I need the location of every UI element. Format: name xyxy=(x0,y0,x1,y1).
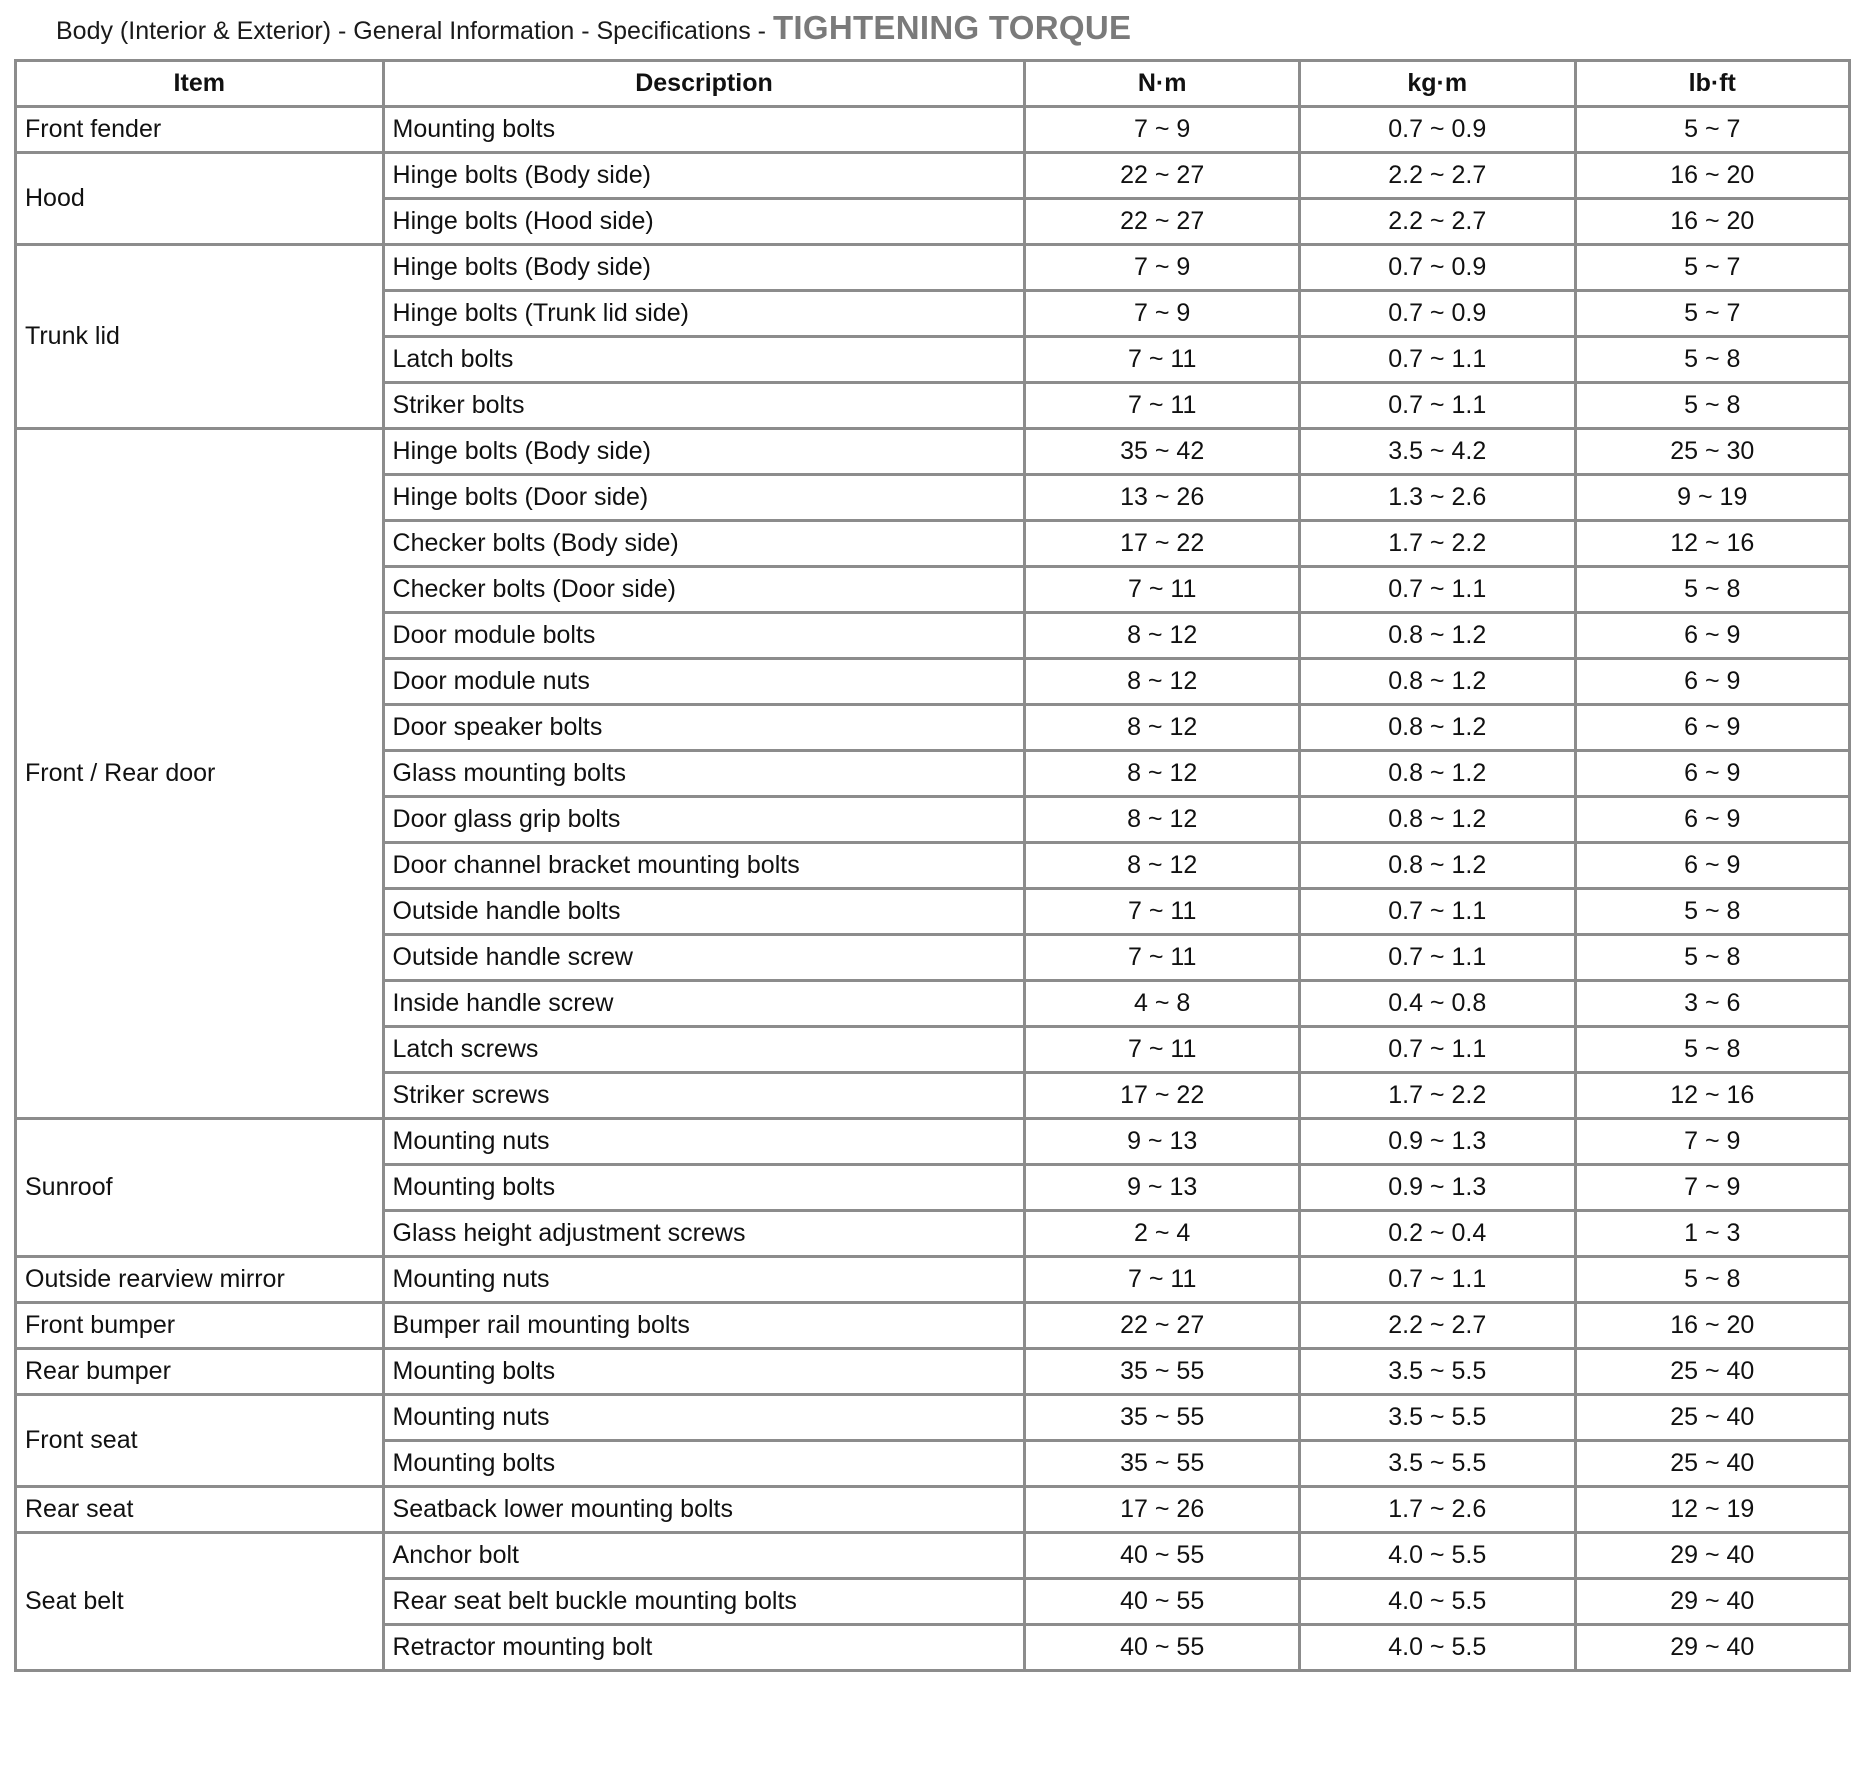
table-row xyxy=(16,153,1850,199)
torque-nm-cell: 17 ~ 22 xyxy=(1025,1073,1299,1119)
torque-kgm-cell: 0.7 ~ 0.9 xyxy=(1299,245,1575,291)
description-cell: Door module bolts xyxy=(383,613,1025,659)
description-cell: Mounting bolts xyxy=(383,1165,1025,1211)
torque-kgm-cell: 0.7 ~ 1.1 xyxy=(1299,567,1575,613)
description-cell: Outside handle screw xyxy=(383,935,1025,981)
item-cell: Rear seat xyxy=(16,1487,384,1533)
torque-lbft-cell: 12 ~ 16 xyxy=(1575,521,1849,567)
torque-kgm-cell: 3.5 ~ 5.5 xyxy=(1299,1441,1575,1487)
torque-nm-cell: 40 ~ 55 xyxy=(1025,1533,1299,1579)
column-header-nm: N·m xyxy=(1025,61,1299,107)
torque-nm-cell: 7 ~ 11 xyxy=(1025,567,1299,613)
torque-nm-cell: 22 ~ 27 xyxy=(1025,1303,1299,1349)
description-cell: Seatback lower mounting bolts xyxy=(383,1487,1025,1533)
torque-kgm-cell: 0.8 ~ 1.2 xyxy=(1299,843,1575,889)
description-cell: Glass mounting bolts xyxy=(383,751,1025,797)
torque-lbft-cell: 29 ~ 40 xyxy=(1575,1579,1849,1625)
table-row xyxy=(16,1487,1850,1533)
torque-nm-cell: 40 ~ 55 xyxy=(1025,1579,1299,1625)
torque-nm-cell: 35 ~ 42 xyxy=(1025,429,1299,475)
description-cell: Checker bolts (Body side) xyxy=(383,521,1025,567)
torque-nm-cell: 40 ~ 55 xyxy=(1025,1625,1299,1671)
description-cell: Door speaker bolts xyxy=(383,705,1025,751)
torque-nm-cell: 7 ~ 11 xyxy=(1025,935,1299,981)
table-row xyxy=(16,1533,1850,1579)
torque-kgm-cell: 0.8 ~ 1.2 xyxy=(1299,797,1575,843)
description-cell: Door channel bracket mounting bolts xyxy=(383,843,1025,889)
torque-kgm-cell: 2.2 ~ 2.7 xyxy=(1299,1303,1575,1349)
torque-nm-cell: 7 ~ 9 xyxy=(1025,107,1299,153)
torque-kgm-cell: 3.5 ~ 5.5 xyxy=(1299,1395,1575,1441)
torque-lbft-cell: 12 ~ 19 xyxy=(1575,1487,1849,1533)
torque-nm-cell: 17 ~ 22 xyxy=(1025,521,1299,567)
description-cell: Hinge bolts (Door side) xyxy=(383,475,1025,521)
torque-kgm-cell: 1.3 ~ 2.6 xyxy=(1299,475,1575,521)
torque-kgm-cell: 4.0 ~ 5.5 xyxy=(1299,1533,1575,1579)
torque-nm-cell: 8 ~ 12 xyxy=(1025,613,1299,659)
torque-lbft-cell: 25 ~ 40 xyxy=(1575,1395,1849,1441)
breadcrumb: Body (Interior & Exterior) - General Information - Specifications - xyxy=(56,17,773,45)
torque-nm-cell: 35 ~ 55 xyxy=(1025,1395,1299,1441)
torque-nm-cell: 4 ~ 8 xyxy=(1025,981,1299,1027)
description-cell: Inside handle screw xyxy=(383,981,1025,1027)
torque-lbft-cell: 5 ~ 7 xyxy=(1575,245,1849,291)
torque-lbft-cell: 29 ~ 40 xyxy=(1575,1533,1849,1579)
item-cell: Front / Rear door xyxy=(16,429,384,1119)
item-cell: Front bumper xyxy=(16,1303,384,1349)
description-cell: Retractor mounting bolt xyxy=(383,1625,1025,1671)
torque-nm-cell: 22 ~ 27 xyxy=(1025,153,1299,199)
torque-spec-table xyxy=(14,59,1851,1672)
torque-kgm-cell: 3.5 ~ 5.5 xyxy=(1299,1349,1575,1395)
torque-kgm-cell: 0.7 ~ 0.9 xyxy=(1299,107,1575,153)
torque-kgm-cell: 4.0 ~ 5.5 xyxy=(1299,1579,1575,1625)
description-cell: Checker bolts (Door side) xyxy=(383,567,1025,613)
description-cell: Latch screws xyxy=(383,1027,1025,1073)
item-cell: Front seat xyxy=(16,1395,384,1487)
torque-lbft-cell: 25 ~ 40 xyxy=(1575,1441,1849,1487)
torque-kgm-cell: 0.9 ~ 1.3 xyxy=(1299,1165,1575,1211)
torque-kgm-cell: 1.7 ~ 2.6 xyxy=(1299,1487,1575,1533)
torque-lbft-cell: 6 ~ 9 xyxy=(1575,659,1849,705)
torque-nm-cell: 22 ~ 27 xyxy=(1025,199,1299,245)
column-header-description: Description xyxy=(383,61,1025,107)
torque-kgm-cell: 0.7 ~ 1.1 xyxy=(1299,383,1575,429)
torque-lbft-cell: 29 ~ 40 xyxy=(1575,1625,1849,1671)
description-cell: Mounting bolts xyxy=(383,1441,1025,1487)
torque-nm-cell: 7 ~ 11 xyxy=(1025,337,1299,383)
torque-kgm-cell: 0.7 ~ 1.1 xyxy=(1299,1027,1575,1073)
torque-lbft-cell: 6 ~ 9 xyxy=(1575,797,1849,843)
description-cell: Striker screws xyxy=(383,1073,1025,1119)
torque-nm-cell: 8 ~ 12 xyxy=(1025,843,1299,889)
torque-nm-cell: 7 ~ 11 xyxy=(1025,383,1299,429)
torque-lbft-cell: 16 ~ 20 xyxy=(1575,153,1849,199)
torque-lbft-cell: 1 ~ 3 xyxy=(1575,1211,1849,1257)
torque-kgm-cell: 1.7 ~ 2.2 xyxy=(1299,521,1575,567)
table-row xyxy=(16,245,1850,291)
torque-lbft-cell: 6 ~ 9 xyxy=(1575,705,1849,751)
table-row xyxy=(16,107,1850,153)
page-title xyxy=(56,6,1131,50)
item-cell: Hood xyxy=(16,153,384,245)
torque-lbft-cell: 6 ~ 9 xyxy=(1575,843,1849,889)
description-cell: Mounting nuts xyxy=(383,1257,1025,1303)
torque-nm-cell: 8 ~ 12 xyxy=(1025,797,1299,843)
item-cell: Sunroof xyxy=(16,1119,384,1257)
torque-lbft-cell: 5 ~ 8 xyxy=(1575,1257,1849,1303)
description-cell: Anchor bolt xyxy=(383,1533,1025,1579)
description-cell: Hinge bolts (Body side) xyxy=(383,245,1025,291)
torque-nm-cell: 35 ~ 55 xyxy=(1025,1349,1299,1395)
item-cell: Trunk lid xyxy=(16,245,384,429)
torque-nm-cell: 35 ~ 55 xyxy=(1025,1441,1299,1487)
description-cell: Bumper rail mounting bolts xyxy=(383,1303,1025,1349)
torque-kgm-cell: 2.2 ~ 2.7 xyxy=(1299,199,1575,245)
torque-lbft-cell: 5 ~ 8 xyxy=(1575,935,1849,981)
torque-lbft-cell: 16 ~ 20 xyxy=(1575,199,1849,245)
torque-nm-cell: 7 ~ 11 xyxy=(1025,1257,1299,1303)
section-heading: TIGHTENING TORQUE xyxy=(772,9,1132,46)
torque-nm-cell: 8 ~ 12 xyxy=(1025,705,1299,751)
table-header-row xyxy=(16,61,1850,107)
torque-nm-cell: 13 ~ 26 xyxy=(1025,475,1299,521)
description-cell: Door module nuts xyxy=(383,659,1025,705)
torque-lbft-cell: 25 ~ 30 xyxy=(1575,429,1849,475)
description-cell: Striker bolts xyxy=(383,383,1025,429)
torque-nm-cell: 8 ~ 12 xyxy=(1025,659,1299,705)
description-cell: Outside handle bolts xyxy=(383,889,1025,935)
item-cell: Front fender xyxy=(16,107,384,153)
table-row xyxy=(16,1119,1850,1165)
description-cell: Door glass grip bolts xyxy=(383,797,1025,843)
description-cell: Mounting nuts xyxy=(383,1119,1025,1165)
torque-nm-cell: 9 ~ 13 xyxy=(1025,1165,1299,1211)
torque-kgm-cell: 0.7 ~ 1.1 xyxy=(1299,889,1575,935)
description-cell: Glass height adjustment screws xyxy=(383,1211,1025,1257)
table-row xyxy=(16,1303,1850,1349)
torque-kgm-cell: 0.8 ~ 1.2 xyxy=(1299,659,1575,705)
description-cell: Hinge bolts (Body side) xyxy=(383,429,1025,475)
item-cell: Outside rearview mirror xyxy=(16,1257,384,1303)
description-cell: Hinge bolts (Hood side) xyxy=(383,199,1025,245)
torque-kgm-cell: 0.8 ~ 1.2 xyxy=(1299,705,1575,751)
description-cell: Hinge bolts (Trunk lid side) xyxy=(383,291,1025,337)
description-cell: Mounting nuts xyxy=(383,1395,1025,1441)
column-header-lbft: lb·ft xyxy=(1575,61,1849,107)
torque-lbft-cell: 12 ~ 16 xyxy=(1575,1073,1849,1119)
torque-kgm-cell: 0.8 ~ 1.2 xyxy=(1299,613,1575,659)
description-cell: Rear seat belt buckle mounting bolts xyxy=(383,1579,1025,1625)
torque-kgm-cell: 0.7 ~ 1.1 xyxy=(1299,337,1575,383)
table-row xyxy=(16,1349,1850,1395)
table-row xyxy=(16,429,1850,475)
torque-nm-cell: 7 ~ 11 xyxy=(1025,1027,1299,1073)
torque-lbft-cell: 16 ~ 20 xyxy=(1575,1303,1849,1349)
description-cell: Mounting bolts xyxy=(383,1349,1025,1395)
torque-kgm-cell: 0.2 ~ 0.4 xyxy=(1299,1211,1575,1257)
torque-lbft-cell: 5 ~ 8 xyxy=(1575,567,1849,613)
torque-lbft-cell: 5 ~ 8 xyxy=(1575,337,1849,383)
torque-nm-cell: 7 ~ 9 xyxy=(1025,291,1299,337)
torque-nm-cell: 7 ~ 9 xyxy=(1025,245,1299,291)
torque-lbft-cell: 7 ~ 9 xyxy=(1575,1165,1849,1211)
torque-lbft-cell: 5 ~ 8 xyxy=(1575,889,1849,935)
torque-lbft-cell: 7 ~ 9 xyxy=(1575,1119,1849,1165)
torque-kgm-cell: 0.7 ~ 1.1 xyxy=(1299,1257,1575,1303)
torque-kgm-cell: 0.7 ~ 0.9 xyxy=(1299,291,1575,337)
torque-kgm-cell: 0.7 ~ 1.1 xyxy=(1299,935,1575,981)
torque-lbft-cell: 6 ~ 9 xyxy=(1575,751,1849,797)
torque-kgm-cell: 0.8 ~ 1.2 xyxy=(1299,751,1575,797)
torque-lbft-cell: 5 ~ 7 xyxy=(1575,107,1849,153)
torque-nm-cell: 9 ~ 13 xyxy=(1025,1119,1299,1165)
torque-lbft-cell: 25 ~ 40 xyxy=(1575,1349,1849,1395)
torque-kgm-cell: 0.9 ~ 1.3 xyxy=(1299,1119,1575,1165)
torque-lbft-cell: 5 ~ 8 xyxy=(1575,1027,1849,1073)
torque-lbft-cell: 5 ~ 8 xyxy=(1575,383,1849,429)
torque-nm-cell: 8 ~ 12 xyxy=(1025,751,1299,797)
item-cell: Seat belt xyxy=(16,1533,384,1671)
torque-kgm-cell: 4.0 ~ 5.5 xyxy=(1299,1625,1575,1671)
description-cell: Hinge bolts (Body side) xyxy=(383,153,1025,199)
table-row xyxy=(16,1257,1850,1303)
torque-nm-cell: 17 ~ 26 xyxy=(1025,1487,1299,1533)
column-header-item: Item xyxy=(16,61,384,107)
torque-lbft-cell: 9 ~ 19 xyxy=(1575,475,1849,521)
description-cell: Mounting bolts xyxy=(383,107,1025,153)
torque-lbft-cell: 5 ~ 7 xyxy=(1575,291,1849,337)
table-row xyxy=(16,1395,1850,1441)
item-cell: Rear bumper xyxy=(16,1349,384,1395)
torque-nm-cell: 7 ~ 11 xyxy=(1025,889,1299,935)
torque-kgm-cell: 3.5 ~ 4.2 xyxy=(1299,429,1575,475)
torque-kgm-cell: 0.4 ~ 0.8 xyxy=(1299,981,1575,1027)
torque-lbft-cell: 6 ~ 9 xyxy=(1575,613,1849,659)
torque-kgm-cell: 1.7 ~ 2.2 xyxy=(1299,1073,1575,1119)
torque-nm-cell: 2 ~ 4 xyxy=(1025,1211,1299,1257)
column-header-kgm: kg·m xyxy=(1299,61,1575,107)
table-body xyxy=(16,107,1850,1671)
torque-kgm-cell: 2.2 ~ 2.7 xyxy=(1299,153,1575,199)
description-cell: Latch bolts xyxy=(383,337,1025,383)
torque-lbft-cell: 3 ~ 6 xyxy=(1575,981,1849,1027)
